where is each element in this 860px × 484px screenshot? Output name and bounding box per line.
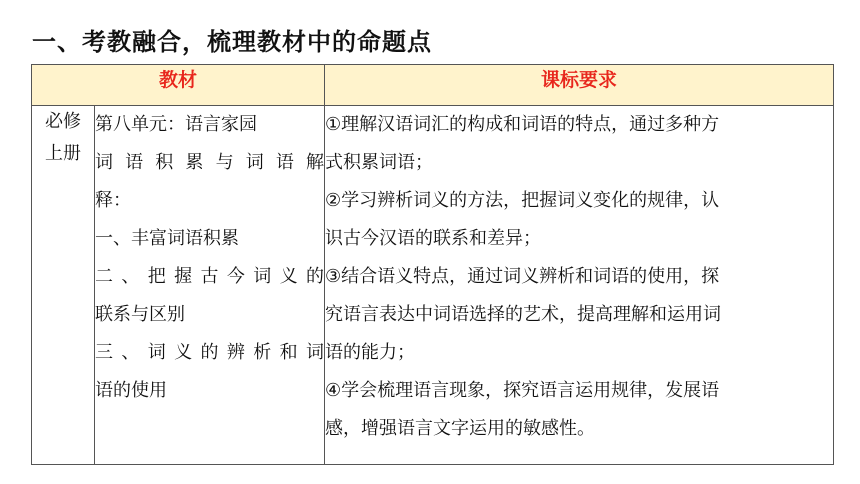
requirement-line: 识古今汉语的联系和差异； — [325, 228, 542, 249]
section-title: 一、考教融合，梳理教材中的命题点 — [32, 28, 432, 56]
curriculum-table — [31, 64, 834, 465]
requirement-line: 感，增强语言文字运用的敏感性。 — [325, 418, 596, 439]
content-cell — [95, 106, 325, 465]
content-line: 释： — [95, 190, 131, 211]
header-requirements: 课标要求 — [325, 65, 834, 106]
volume-cell — [32, 106, 95, 465]
content-line: 联系与区别 — [95, 304, 185, 325]
volume-line: 必修 — [45, 111, 81, 132]
content-line: 第八单元：语言家园 — [95, 114, 257, 135]
content-line: 词语积累与词语解 — [95, 152, 325, 173]
requirements-cell — [325, 106, 834, 465]
requirement-line: ②学习辨析词义的方法，把握词义变化的规律，认 — [325, 190, 720, 211]
table-header-row — [32, 65, 834, 106]
content-line: 二、把握古今词义的 — [95, 266, 325, 287]
requirement-line: ④学会梳理语言现象，探究语言运用规律，发展语 — [325, 380, 720, 401]
requirement-line: 式积累词语； — [325, 152, 434, 173]
requirement-line: 究语言表达中词语选择的艺术，提高理解和运用词 — [325, 304, 722, 325]
content-line: 语的使用 — [95, 380, 167, 401]
requirement-line: ③结合语义特点，通过词义辨析和词语的使用，探 — [325, 266, 720, 287]
requirement-line: ①理解汉语词汇的构成和词语的特点，通过多种方 — [325, 114, 720, 135]
content-line: 一、丰富词语积累 — [95, 228, 239, 249]
requirement-line: 语的能力； — [325, 342, 416, 363]
volume-line: 上册 — [45, 143, 81, 164]
header-textbook: 教材 — [32, 65, 325, 106]
table-row — [32, 106, 834, 465]
content-line: 三、词义的辨析和词 — [95, 342, 325, 363]
